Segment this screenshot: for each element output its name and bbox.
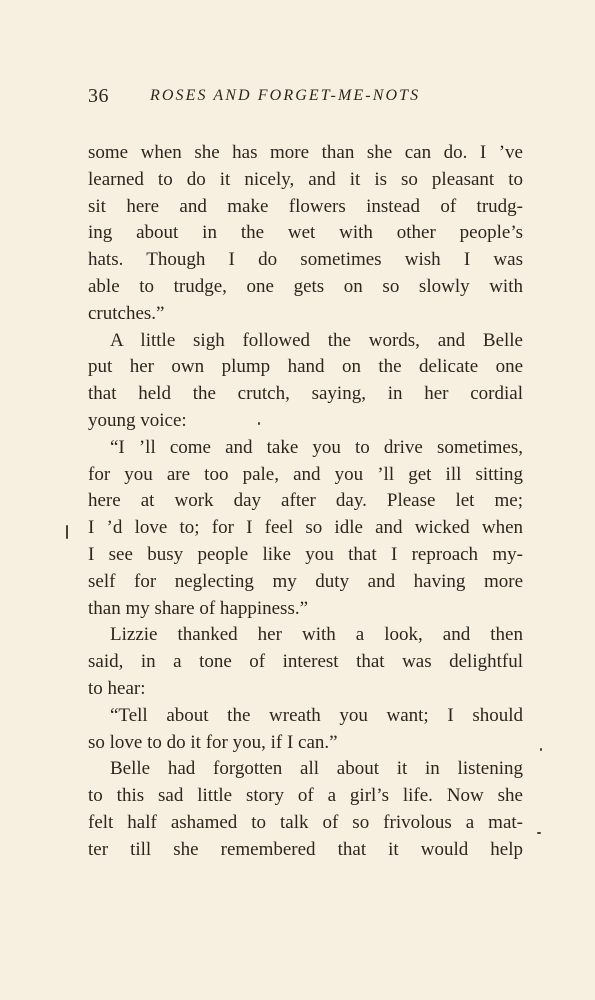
text-line: A little sigh followed the words, and Belle [110, 329, 523, 351]
text-line: young voice: [88, 409, 187, 431]
text-line: than my share of happiness.” [88, 597, 309, 619]
text-line: to hear: [88, 677, 146, 699]
text-line: put her own plump hand on the delicate one [88, 356, 523, 378]
text-line: crutches.” [88, 302, 165, 324]
print-speck [258, 422, 260, 425]
running-title: ROSES AND FORGET-ME-NOTS [150, 87, 421, 104]
text-line: sit here and make flowers instead of trudg- [88, 195, 523, 217]
text-line: for you are too pale, and you ’ll get ill sitting [88, 463, 523, 485]
page-number: 36 [88, 85, 109, 107]
text-line: so love to do it for you, if I can.” [88, 731, 338, 753]
text-line: “Tell about the wreath you want; I should [110, 704, 523, 726]
text-line: felt half ashamed to talk of so frivolous a mat- [88, 811, 523, 833]
text-line: I ’d love to; for I feel so idle and wicked when [88, 517, 523, 539]
text-line: that held the crutch, saying, in her cordial [88, 383, 523, 405]
text-line: able to trudge, one gets on so slowly with [88, 275, 523, 297]
text-line: ter till she remembered that it would help [88, 838, 523, 860]
text-line: I see busy people like you that I reproach my- [88, 543, 523, 565]
text-line: learned to do it nicely, and it is so pleasant to [88, 168, 523, 190]
text-line: to this sad little story of a girl’s life. Now she [88, 785, 523, 807]
text-line: hats. Though I do sometimes wish I was [88, 249, 523, 271]
print-speck [537, 832, 541, 834]
print-speck [66, 525, 68, 539]
print-speck [540, 748, 542, 751]
text-line: ing about in the wet with other people’s [88, 222, 523, 244]
text-line: some when she has more than she can do. I ’ve [88, 142, 523, 163]
text-line: self for neglecting my duty and having more [88, 570, 523, 592]
running-head [88, 84, 528, 110]
body-text [88, 140, 523, 864]
text-line: said, in a tone of interest that was delightful [88, 651, 523, 673]
text-line: Belle had forgotten all about it in listening [110, 758, 523, 780]
text-line: Lizzie thanked her with a look, and then [110, 624, 523, 646]
text-line: “I ’ll come and take you to drive sometimes, [110, 436, 523, 458]
text-line: here at work day after day. Please let me; [88, 490, 523, 512]
